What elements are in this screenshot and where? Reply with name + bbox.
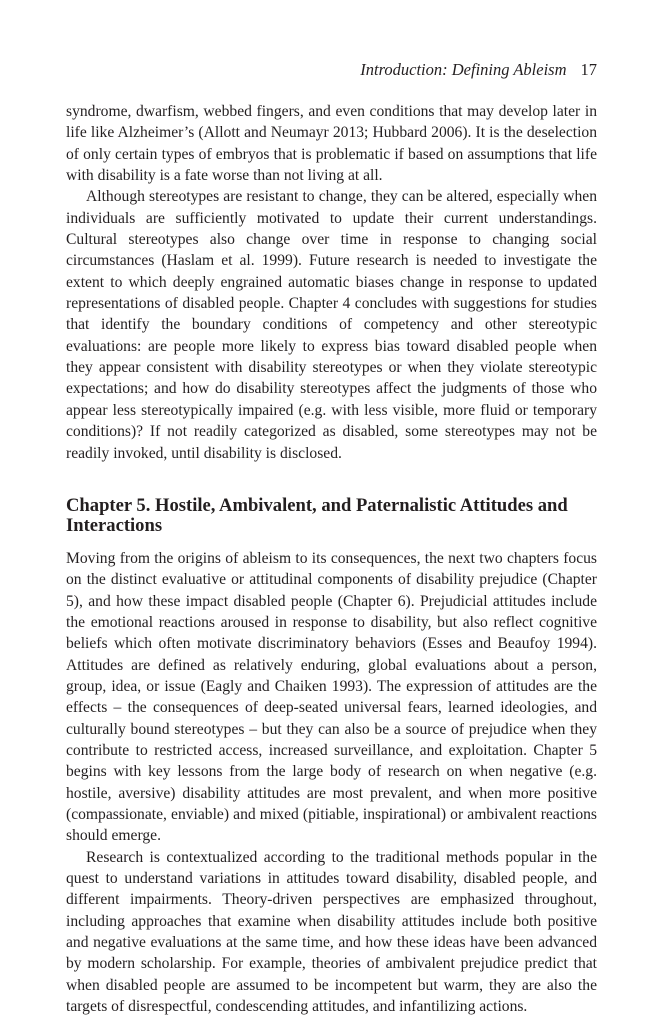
paragraph-1: syndrome, dwarfism, webbed fingers, and even conditions that may develop later in life like Alzheimer’s (Allott and Neumayr 2013; Hubbard 2006). It is the deselection of only certain types of embryos that is problematic if based on assumptions that life with disability is a fate worse than not living at all.	[66, 103, 597, 185]
section-heading: Chapter 5. Hostile, Ambivalent, and Paternalistic Attitudes and Interactions	[66, 494, 568, 536]
page-number: 17	[580, 60, 597, 79]
paragraph-4: Research is contextualized according to the traditional methods popular in the quest to understand variations in attitudes toward disability, disabled people, and different impairments. Theory-driven perspectives are emphasized throughout, including approaches that examine when disability attitudes include both positive and negative evaluations at the same time, and how these ideas have been advanced by modern scholarship. For example, theories of ambivalent prejudice predict that when disabled people are assumed to be incompetent but warm, they are also the targets of disrespectful, condescending attitudes, and infantilizing actions.	[66, 848, 597, 1016]
body-text	[66, 101, 597, 1017]
paragraph-3: Moving from the origins of ableism to its consequences, the next two chapters focus on the distinct evaluative or attitudinal components of disability prejudice (Chapter 5), and how these impact disabled people (Chapter 6). Prejudicial attitudes include the emotional reactions aroused in response to disability, but also reflect cognitive beliefs which often motivate discriminatory behaviors (Esses and Beaufoy 1994). Attitudes are defined as relatively enduring, global evaluations about a person, group, idea, or issue (Eagly and Chaiken 1993). The expression of attitudes are the effects – the consequences of deep-seated universal fears, learned ideologies, and culturally bound stereotypes – but they can also be a source of prejudice when they contribute to restricted access, increased surveillance, and exploitation. Chapter 5 begins with key lessons from the large body of research on when negative (e.g. hostile, aversive) disability attitudes are most prevalent, and when more positive (compassionate, enviable) and mixed (pitiable, inspirational) or ambivalent reactions should emerge.	[66, 549, 597, 845]
paragraph-2: Although stereotypes are resistant to change, they can be altered, especially when individuals are sufficiently motivated to update their current understandings. Cultural stereotypes also change over time in response to changing social circumstances (Haslam et al. 1999). Future research is needed to investigate the extent to which deeply engrained automatic biases change in response to updated representations of disabled people. Chapter 4 concludes with suggestions for studies that identify the boundary conditions of competency and other stereotypic evaluations: are people more likely to express bias toward disabled people when they appear consistent with disability stereotypes or when they violate stereotypic expectations; and how do disability stereotypes affect the judgments of those who appear less stereotypically impaired (e.g. with less visible, more fluid or temporary conditions)? If not readily categorized as disabled, some stereotypes may not be readily invoked, until disability is disclosed.	[66, 188, 597, 462]
running-head-title: Introduction: Defining Ableism	[360, 60, 567, 79]
running-head	[360, 60, 597, 80]
